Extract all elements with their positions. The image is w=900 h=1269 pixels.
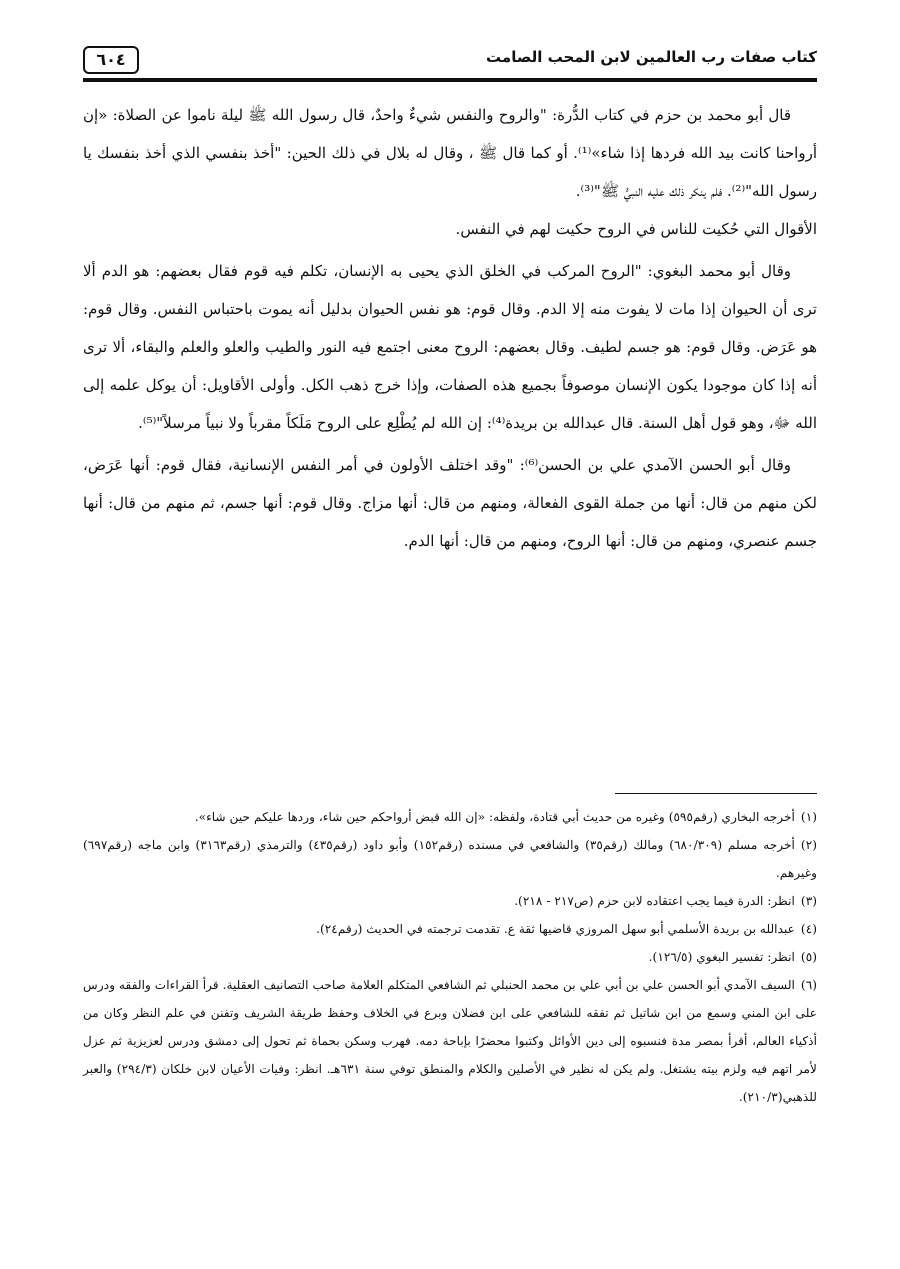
footnote xyxy=(83,943,817,971)
footnotes xyxy=(83,803,817,1111)
header-divider xyxy=(83,78,817,82)
page-number: ٦٠٤ xyxy=(83,46,139,74)
paragraph-ibn-hazm: قال أبو محمد بن حزم في كتاب الدُّرة: "والروح والنفس شيءٌ واحدٌ، قال رسول الله ﷺ ليلة ناموا عن الصلاة: «إن أرواحنا كانت بيد الله فردها إذا شاء»⁽¹⁾. أو كما قال ﷺ ، وقال له بلال في ذلك الحين: "أخذ بنفسي الذي أخذ بنفسك يا رسول الله"⁽²⁾. فلم ينكر ذلك عليه النبيُّ ﷺ"⁽³⁾. xyxy=(83,106,817,200)
footnote-text: انظر: الدرة فيما يجب اعتقاده لابن حزم (ص٢١٧ - ٢١٨). xyxy=(514,894,795,908)
footnote-number: (١) xyxy=(800,810,817,824)
footnote-number: (٦) xyxy=(800,978,817,992)
footnote-divider xyxy=(615,793,817,794)
paragraph-sayings: الأقوال التي حُكيت للناس في الروح حكيت لهم في النفس. xyxy=(455,220,817,238)
footnote-text: أخرجه مسلم (٦٨٠/٣٠٩) ومالك (رقم٣٥) والشافعي في مسنده (رقم١٥٢) وأبو داود (رقم٤٣٥) والترمذي (رقم٣١٦٣) وابن ماجه (رقم٦٩٧) وغيرهم. xyxy=(83,838,817,880)
paragraph-amidi: وقال أبو الحسن الآمدي علي بن الحسن⁽⁶⁾: "وقد اختلف الأولون في أمر النفس الإنسانية، فقال قوم: أنها عَرَض، لكن منهم من قال: أنها من جملة القوى الفعالة، ومنهم من قال: أنها مزاج. وقال قوم: أنها جسم، ثم منهم من قال: أنها جسم عنصري، ومنهم من قال: أنها الروح، ومنهم من قال: أنها الدم. xyxy=(83,456,817,550)
footnote-number: (٤) xyxy=(800,922,817,936)
running-title: كتاب صفات رب العالمين لابن المحب الصامت xyxy=(486,48,817,66)
footnote-number: (٢) xyxy=(800,838,817,852)
paragraph-baghawi: وقال أبو محمد البغوي: "الروح المركب في الخلق الذي يحيى به الإنسان، تكلم فيه قوم فقال بعضهم: هو الدم ألا ترى أن الحيوان إذا مات لا يفوت منه إلا الدم. وقال قوم: هو نفس الحيوان بدليل أنه يموت باحتباس النفس. وقال قوم: هو عَرَض. وقال قوم: هو جسم لطيف. وقال بعضهم: الروح معنى اجتمع فيه النور والطيب والعلو والعلم والبقاء، ألا ترى أنه إذا كان موجودا يكون الإنسان موصوفاً بجميع هذه الصفات، وإذا خرج ذهب الكل. وأولى الأقاويل: أن يوكل علمه إلى الله ﷻ، وهو قول أهل السنة. قال عبدالله بن بريدة⁽⁴⁾: إن الله لم يُطْلِع على الروح مَلَكاً مقرباً ولا نبياً مرسلاً"⁽⁵⁾. xyxy=(83,262,817,432)
footnote-text: السيف الآمدي أبو الحسن علي بن أبي علي بن محمد الحنبلي ثم الشافعي المتكلم العلامة صاحب التصانيف العقلية. قرأ القراءات والفقه ودرس على ابن المني وسمع من ابن شاتيل ثم تفقه للشافعي على ابن فضلان وبرع في الخلاف وحفظ طريقة الشريف وتفنن في علم النظر وكان من أذكياء العالم، أقرأ بمصر مدة فنسبوه إلى دين الأوائل وكتبوا محضرًا بإباحة دمه. فهرب وسكن بحماة ثم تحول إلى دمشق ودرس لعزيزية ثم عزل لأمر اتهم فيه ولزم بيته يشتغل. ولم يكن له نظير في الأصلين والكلام والمنطق توفي سنة ٦٣١هـ. انظر: وفيات الأعيان لابن خلكان (٢٩٤/٣) والعبر للذهبي(٢١٠/٣). xyxy=(83,978,817,1104)
footnote xyxy=(83,831,817,887)
footnote-text: انظر: تفسير البغوي (١٢٦/٥). xyxy=(648,950,795,964)
footnote xyxy=(83,971,817,1111)
footnote-text: أخرجه البخاري (رقم٥٩٥) وغيره من حديث أبي قتادة، ولفظه: «إن الله قبض أرواحكم حين شاء، وردها عليكم حين شاء». xyxy=(194,810,795,824)
footnote xyxy=(83,887,817,915)
footnote-number: (٣) xyxy=(800,894,817,908)
footnote-number: (٥) xyxy=(800,950,817,964)
footnote xyxy=(83,803,817,831)
page-header xyxy=(83,46,817,76)
footnote-text: عبدالله بن بريدة الأسلمي أبو سهل المروزي قاضيها ثقة ع. تقدمت ترجمته في الحديث (رقم٢٤). xyxy=(316,922,795,936)
main-text xyxy=(83,96,817,560)
footnote xyxy=(83,915,817,943)
